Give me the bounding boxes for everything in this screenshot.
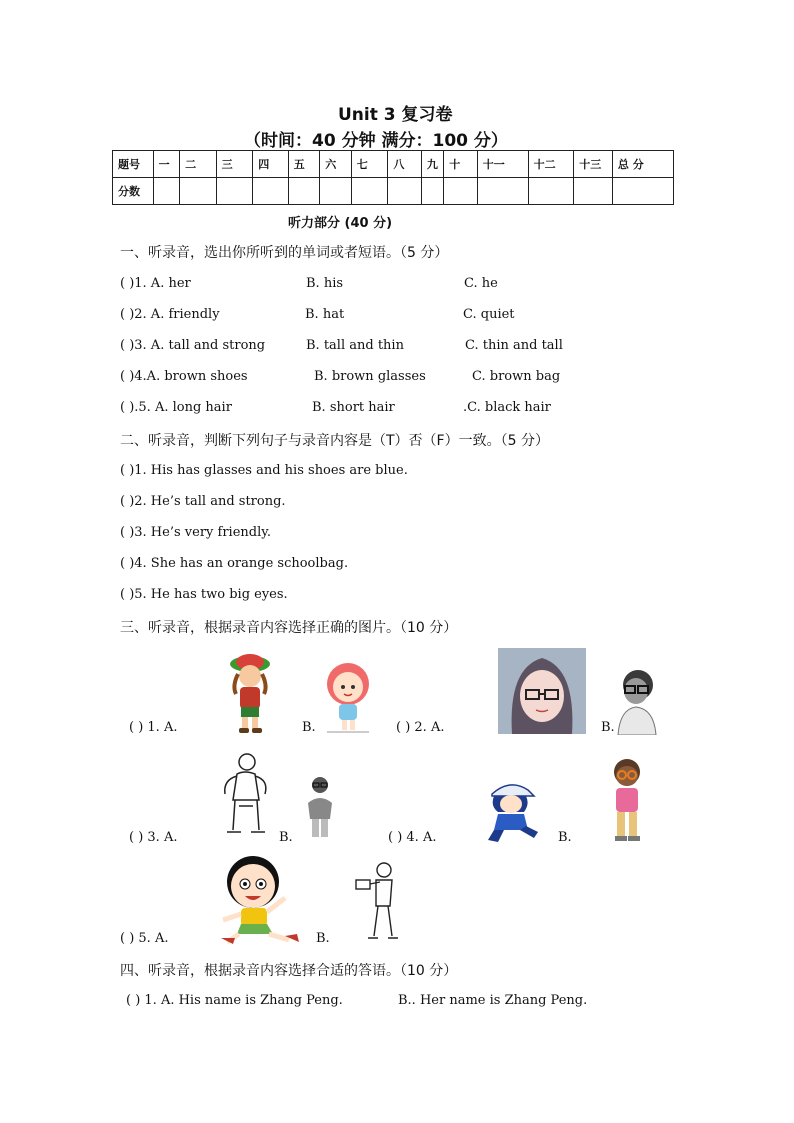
score-input-cell[interactable] bbox=[528, 178, 574, 205]
score-cell: 七 bbox=[351, 151, 388, 178]
boy-with-cap-picture bbox=[480, 776, 542, 844]
score-input-cell[interactable] bbox=[180, 178, 217, 205]
section2-item: ( )4. She has an orange schoolbag. bbox=[120, 556, 349, 571]
section1-item bbox=[120, 307, 680, 325]
score-cell: 十二 bbox=[528, 151, 574, 178]
score-input-cell[interactable] bbox=[612, 178, 673, 205]
section1-item bbox=[120, 276, 680, 294]
section3-title: 三、听录音，根据录音内容选择正确的图片。（10 分） bbox=[120, 620, 458, 636]
option-c: C. brown bag bbox=[472, 369, 561, 384]
option-b: B. tall and thin bbox=[306, 338, 404, 353]
girl-red-hair-picture bbox=[323, 660, 373, 734]
running-boy-picture bbox=[213, 854, 301, 946]
section3-q4-label: ( ) 4. A. bbox=[388, 830, 437, 845]
section3-q2-label: ( ) 2. A. bbox=[396, 720, 445, 735]
score-input-cell[interactable] bbox=[477, 178, 528, 205]
score-cell: 十一 bbox=[477, 151, 528, 178]
section1-item bbox=[120, 400, 680, 418]
option-a: ( )1. A. her bbox=[120, 276, 191, 291]
page-title: Unit 3 复习卷 bbox=[338, 105, 453, 125]
section2-item: ( )1. His has glasses and his shoes are blue. bbox=[120, 463, 408, 478]
page-subtitle: （时间：40 分钟 满分：100 分） bbox=[244, 131, 508, 151]
strong-man-sketch-picture bbox=[219, 750, 271, 842]
option-c: .C. black hair bbox=[463, 400, 551, 415]
option-b: B. brown glasses bbox=[314, 369, 426, 384]
option-a: ( )2. A. friendly bbox=[120, 307, 220, 322]
score-cell: 题号 bbox=[113, 151, 154, 178]
score-cell: 总 分 bbox=[612, 151, 673, 178]
option-b: B. his bbox=[306, 276, 344, 291]
score-cell: 十三 bbox=[574, 151, 613, 178]
section2-item: ( )5. He has two big eyes. bbox=[120, 587, 288, 602]
score-input-cell[interactable] bbox=[444, 178, 478, 205]
score-input-cell[interactable] bbox=[320, 178, 352, 205]
score-input-cell[interactable] bbox=[351, 178, 388, 205]
score-cell: 九 bbox=[421, 151, 443, 178]
girl-with-hat-picture bbox=[224, 652, 276, 734]
option-b: B. hat bbox=[305, 307, 345, 322]
option-c: C. thin and tall bbox=[465, 338, 563, 353]
score-cell: 一 bbox=[153, 151, 179, 178]
score-cell: 五 bbox=[288, 151, 320, 178]
section2-item: ( )3. He’s very friendly. bbox=[120, 525, 271, 540]
section3-b-label: B. bbox=[601, 720, 615, 735]
option-b: B. short hair bbox=[312, 400, 395, 415]
score-cell: 四 bbox=[253, 151, 289, 178]
option-a: ( )3. A. tall and strong bbox=[120, 338, 266, 353]
option-c: C. he bbox=[464, 276, 498, 291]
section4-item-option-a: ( ) 1. A. His name is Zhang Peng. bbox=[126, 993, 343, 1008]
man-glasses-bw-picture bbox=[302, 773, 338, 841]
score-cell: 六 bbox=[320, 151, 352, 178]
boy-with-glasses-bw-picture bbox=[614, 665, 658, 735]
score-input-cell[interactable] bbox=[388, 178, 422, 205]
boy-pink-shirt-picture bbox=[605, 756, 649, 844]
section3-b-label: B. bbox=[279, 830, 293, 845]
listening-heading: 听力部分 (40 分) bbox=[288, 216, 393, 231]
section2-item: ( )2. He’s tall and strong. bbox=[120, 494, 286, 509]
score-input-cell[interactable] bbox=[421, 178, 443, 205]
score-cell: 八 bbox=[388, 151, 422, 178]
score-cell: 二 bbox=[180, 151, 217, 178]
score-row-label: 分数 bbox=[113, 178, 154, 205]
score-input-cell[interactable] bbox=[153, 178, 179, 205]
score-input-cell[interactable] bbox=[574, 178, 613, 205]
option-a: ( )4.A. brown shoes bbox=[120, 369, 248, 384]
score-table-score-row bbox=[113, 178, 674, 205]
section3-b-label: B. bbox=[316, 931, 330, 946]
woman-with-glasses-picture bbox=[498, 648, 586, 734]
section3-q3-label: ( ) 3. A. bbox=[129, 830, 178, 845]
section2-title: 二、听录音，判断下列句子与录音内容是（T）否（F）一致。（5 分） bbox=[120, 433, 549, 449]
option-a: ( ).5. A. long hair bbox=[120, 400, 232, 415]
section1-title: 一、听录音，选出你所听到的单词或者短语。（5 分） bbox=[120, 245, 449, 261]
score-table-header-row bbox=[113, 151, 674, 178]
score-cell: 三 bbox=[216, 151, 253, 178]
score-input-cell[interactable] bbox=[253, 178, 289, 205]
section3-b-label: B. bbox=[302, 720, 316, 735]
section3-b-label: B. bbox=[558, 830, 572, 845]
section3-q1-label: ( ) 1. A. bbox=[129, 720, 178, 735]
section3-q5-label: ( ) 5. A. bbox=[120, 931, 169, 946]
section1-item bbox=[120, 369, 680, 387]
section1-item bbox=[120, 338, 680, 356]
section4-item-option-b: B.. Her name is Zhang Peng. bbox=[398, 993, 588, 1008]
option-c: C. quiet bbox=[463, 307, 515, 322]
person-with-camera-sketch-picture bbox=[350, 858, 402, 940]
score-input-cell[interactable] bbox=[288, 178, 320, 205]
score-table bbox=[112, 150, 674, 205]
score-input-cell[interactable] bbox=[216, 178, 253, 205]
score-cell: 十 bbox=[444, 151, 478, 178]
section4-title: 四、听录音，根据录音内容选择合适的答语。（10 分） bbox=[120, 963, 458, 979]
